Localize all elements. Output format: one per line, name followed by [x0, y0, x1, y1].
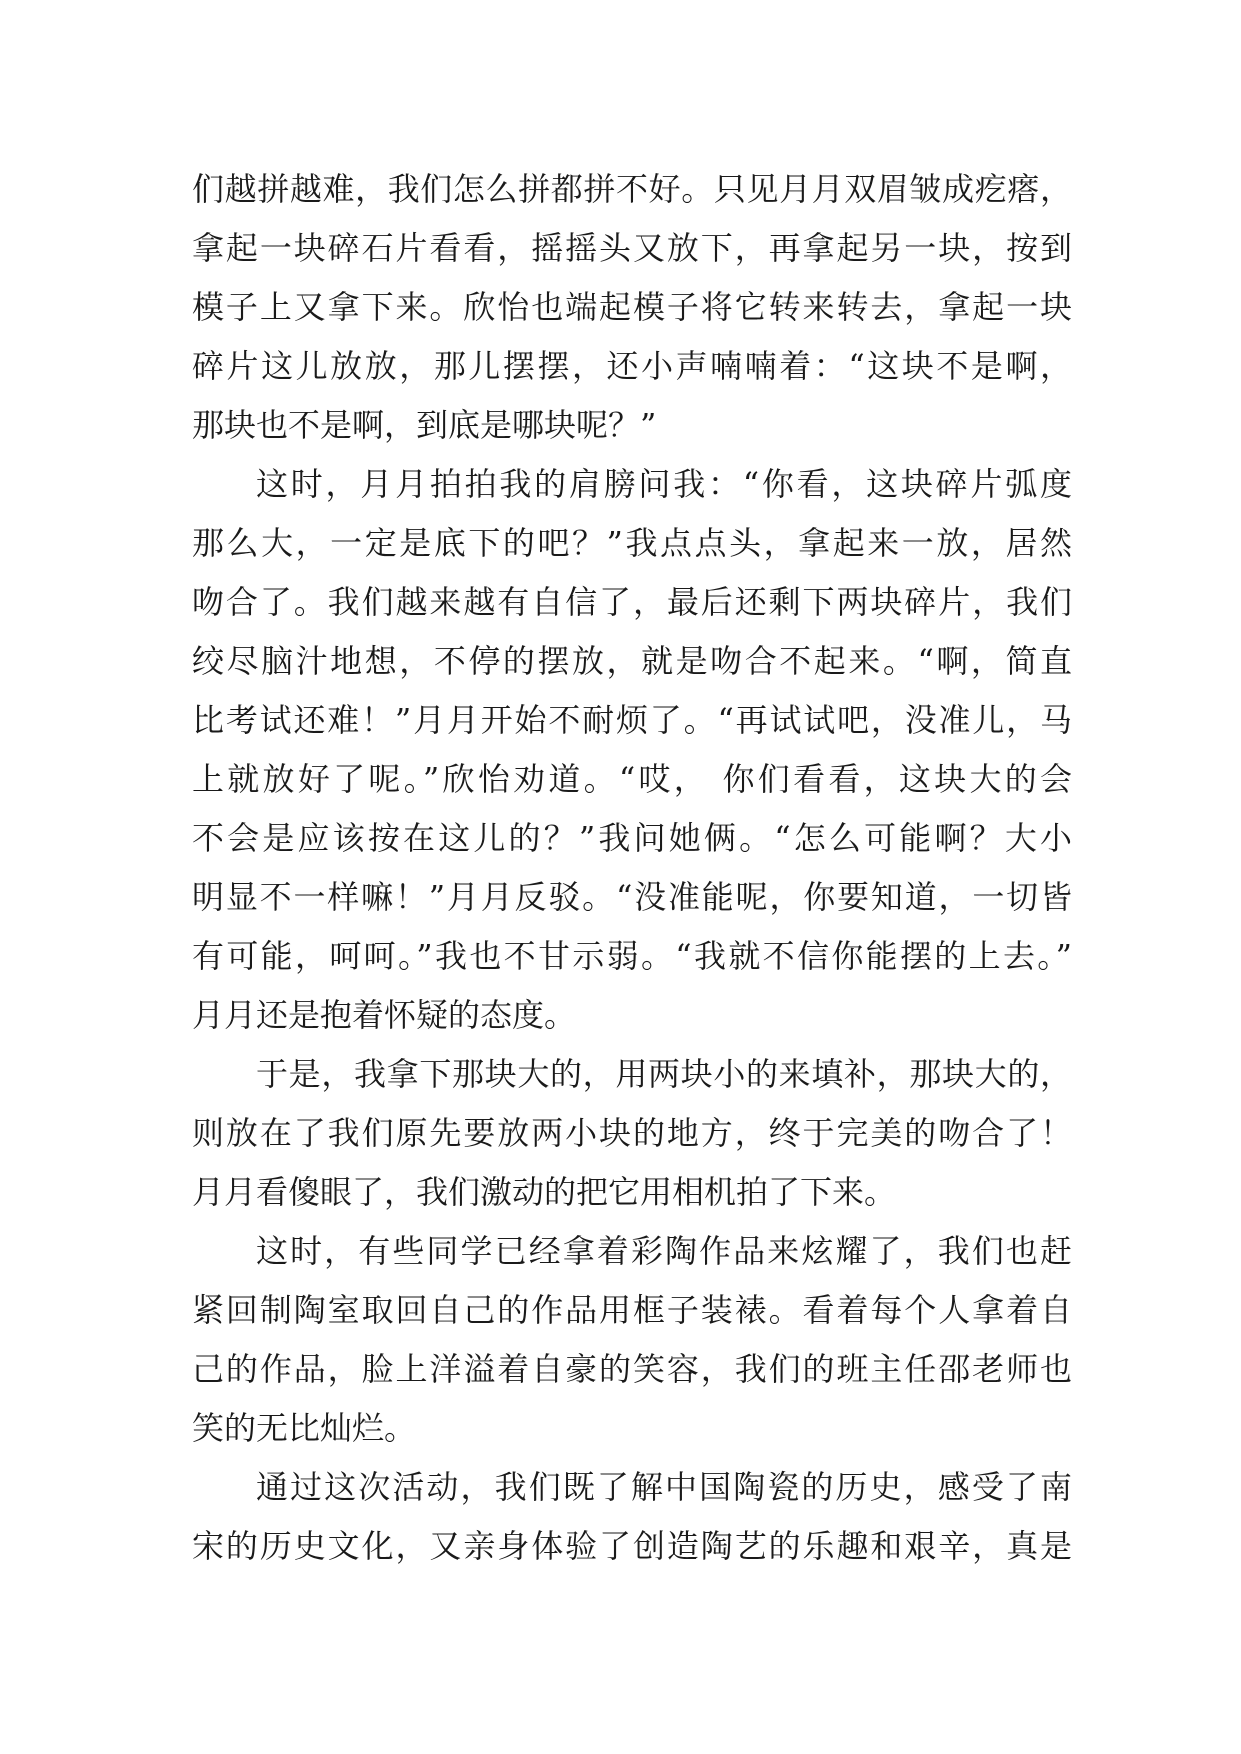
text-line: 们越拼越难，我们怎么拼都拼不好。只见月月双眉皱成疙瘩，: [192, 170, 1072, 208]
text-line: 绞尽脑汁地想，不停的摆放，就是吻合不起来。“啊，简直: [192, 642, 1072, 680]
text-line: 宋的历史文化，又亲身体验了创造陶艺的乐趣和艰辛，真是: [192, 1527, 1072, 1565]
text-line: 则放在了我们原先要放两小块的地方，终于完美的吻合了！: [192, 1114, 1072, 1152]
paragraph-4: [192, 1222, 1072, 1458]
text-line: 那么大，一定是底下的吧？”我点点头，拿起来一放，居然: [192, 524, 1072, 562]
text-line: 紧回制陶室取回自己的作品用框子装裱。看着每个人拿着自: [192, 1291, 1072, 1329]
text-line: 拿起一块碎石片看看，摇摇头又放下，再拿起另一块，按到: [192, 229, 1072, 267]
text-line: 这时，有些同学已经拿着彩陶作品来炫耀了，我们也赶: [256, 1232, 1072, 1270]
paragraph-2: [192, 455, 1072, 1045]
essay-body: [192, 160, 1072, 1576]
text-line: 笑的无比灿烂。: [192, 1409, 417, 1447]
text-line: 通过这次活动，我们既了解中国陶瓷的历史，感受了南: [256, 1468, 1072, 1506]
text-line: 那块也不是啊，到底是哪块呢？”: [192, 406, 657, 444]
text-line: 有可能，呵呵。”我也不甘示弱。“我就不信你能摆的上去。”: [192, 937, 1072, 975]
paragraph-3: [192, 1045, 1072, 1222]
text-line: 吻合了。我们越来越有自信了，最后还剩下两块碎片，我们: [192, 583, 1072, 621]
text-line: 上就放好了呢。”欣怡劝道。“哎， 你们看看，这块大的会: [192, 760, 1072, 798]
paragraph-1: [192, 160, 1072, 455]
text-line: 月月看傻眼了，我们激动的把它用相机拍了下来。: [192, 1173, 897, 1211]
text-line: 己的作品，脸上洋溢着自豪的笑容，我们的班主任邵老师也: [192, 1350, 1072, 1388]
paragraph-5: [192, 1458, 1072, 1576]
text-line: 月月还是抱着怀疑的态度。: [192, 996, 577, 1034]
text-line: 这时，月月拍拍我的肩膀问我：“你看，这块碎片弧度: [256, 465, 1072, 503]
text-line: 碎片这儿放放，那儿摆摆，还小声喃喃着：“这块不是啊，: [192, 347, 1072, 385]
text-line: 比考试还难！”月月开始不耐烦了。“再试试吧，没准儿，马: [192, 701, 1072, 739]
text-line: 不会是应该按在这儿的？”我问她俩。“怎么可能啊？大小: [192, 819, 1072, 857]
text-line: 模子上又拿下来。欣怡也端起模子将它转来转去，拿起一块: [192, 288, 1072, 326]
text-line: 明显不一样嘛！”月月反驳。“没准能呢，你要知道，一切皆: [192, 878, 1072, 916]
text-line: 于是，我拿下那块大的，用两块小的来填补，那块大的，: [256, 1055, 1072, 1093]
